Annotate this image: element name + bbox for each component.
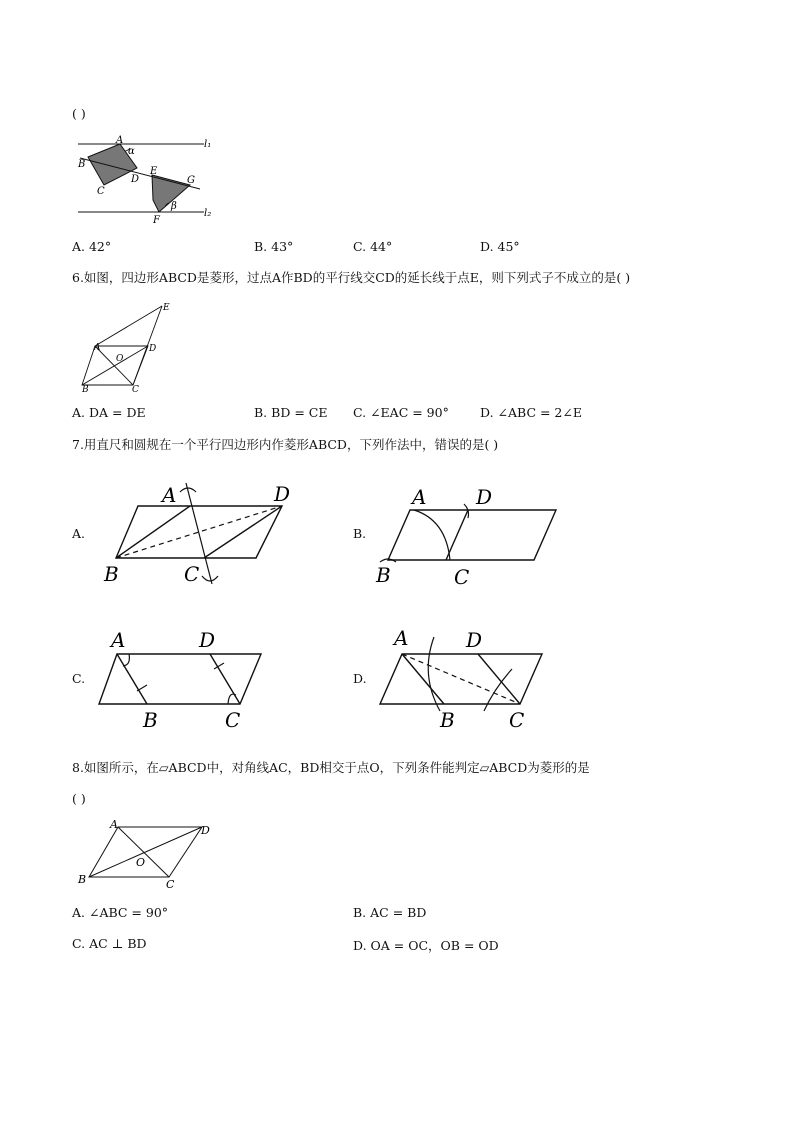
q5-option-b: B. 43° [254,239,294,254]
q8-option-b: B. AC = BD [353,905,427,920]
q7c-label-C: C [225,708,241,732]
q6-option-b: B. BD = CE [254,405,328,420]
q5-label-alpha: α [128,146,135,157]
q5-figure [70,130,220,228]
q7c-label-D: D [199,628,216,652]
q5-option-d: D. 45° [480,239,520,254]
q7-figure-d [374,625,554,735]
q8-option-a: A. ∠ABC = 90° [72,905,169,920]
q5-label-l1: l₁ [204,139,212,150]
q7c-label-A: A [111,628,126,652]
q6-label-D: D [149,344,157,354]
q8-option-d: D. OA = OC，OB = OD [353,938,499,953]
q5-label-beta: β [171,201,177,212]
q7b-label-B: B [376,563,391,587]
q8-stem: 8.如图所示，在▱ABCD中，对角线AC，BD相交于点O，下列条件能判定▱ABCD为菱形的是 [72,760,590,775]
q5-answer-bracket: ( ) [72,106,86,121]
q5-label-l2: l₂ [204,208,212,219]
q7d-label-D: D [466,628,483,652]
q6-label-O: O [116,354,124,364]
q7-option-a-label: A. [72,526,86,541]
q7a-label-D: D [274,482,291,506]
q8-answer-bracket: ( ) [72,791,86,806]
q7-figure-b [370,478,570,593]
q7d-label-B: B [440,708,455,732]
q6-label-C: C [132,385,139,395]
q6-label-A: A [94,343,101,353]
q5-label-C: C [97,186,105,197]
q8-label-B: B [78,873,87,886]
q5-label-E: E [150,166,158,177]
q5-label-G: G [187,175,195,186]
q6-option-d: D. ∠ABC = 2∠E [480,405,582,420]
q5-option-a: A. 42° [72,239,112,254]
q8-label-C: C [166,878,175,891]
q7d-label-C: C [509,708,525,732]
q5-label-A: A [116,135,124,146]
q8-figure [75,815,220,895]
q7a-label-A: A [162,483,177,507]
q7-option-c-label: C. [72,671,86,686]
q6-label-E: E [163,303,170,313]
q7b-label-D: D [476,485,493,509]
q8-option-c: C. AC ⊥ BD [72,936,147,951]
q6-option-c: C. ∠EAC = 90° [353,405,449,420]
q5-label-D: D [131,174,140,185]
q5-label-B: B [78,159,86,170]
q7-figure-c [95,625,275,735]
q8-label-O: O [136,856,146,869]
q7-figure-a [100,478,310,593]
q7d-label-A: A [394,626,409,650]
q7b-label-A: A [412,485,427,509]
q6-stem: 6.如图，四边形ABCD是菱形，过点A作BD的平行线交CD的延长线于点E，则下列式子不成立的是( ) [72,270,631,285]
q8-label-A: A [110,818,118,831]
q5-label-F: F [153,215,160,226]
q7a-label-C: C [184,562,200,586]
q6-label-B: B [82,385,89,395]
q7-stem: 7.用直尺和圆规在一个平行四边形内作菱形ABCD，下列作法中，错误的是( ) [72,437,499,452]
q7c-label-B: B [143,708,158,732]
q7a-label-B: B [104,562,119,586]
q7-option-d-label: D. [353,671,367,686]
q7-option-b-label: B. [353,526,367,541]
q7b-label-C: C [454,565,470,589]
q6-option-a: A. DA = DE [72,405,146,420]
q6-figure [78,300,178,395]
q5-option-c: C. 44° [353,239,393,254]
q8-label-D: D [201,824,210,837]
